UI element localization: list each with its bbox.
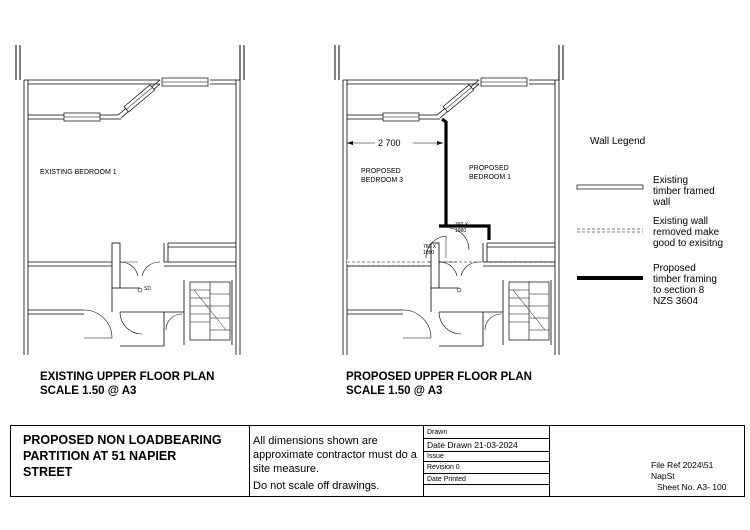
sheet-number: Sheet No. A3- 100 bbox=[657, 482, 727, 492]
door-2-size-line1: 760 X bbox=[455, 222, 469, 228]
tb-hline-3 bbox=[423, 461, 549, 462]
legend-proposed-swatch bbox=[577, 276, 643, 280]
file-ref-line1: File Ref 2024\51 bbox=[651, 460, 714, 470]
date-printed: Date Printed bbox=[427, 476, 466, 483]
legend-existing-line3: wall bbox=[653, 197, 671, 208]
door-1-size-line1: 760 X bbox=[423, 244, 437, 250]
legend-removed-line3: good to exisitng bbox=[653, 238, 724, 249]
date-drawn: Date Drawn 21-03-2024 bbox=[427, 440, 518, 450]
dimension-label: 2 700 bbox=[378, 138, 401, 148]
note-line3: site measure. bbox=[253, 463, 320, 475]
wall-legend bbox=[577, 136, 723, 307]
revision: Revision 0 bbox=[427, 464, 460, 471]
legend-title: Wall Legend bbox=[590, 136, 646, 147]
legend-proposed-line4: NZS 3604 bbox=[653, 296, 699, 307]
existing-caption-line2: SCALE 1.50 @ A3 bbox=[40, 385, 137, 397]
drawn-label: Drawn bbox=[427, 429, 448, 436]
tb-divider-3 bbox=[549, 426, 550, 496]
issue-label: Issue bbox=[427, 453, 444, 460]
drawing-title-line3: STREET bbox=[23, 465, 73, 479]
dimension-note bbox=[253, 434, 421, 493]
door-2-size-line2: 1980 bbox=[455, 228, 467, 234]
tb-hline-1 bbox=[423, 438, 549, 439]
note-line1: All dimensions shown are bbox=[253, 435, 378, 447]
proposed-plan-caption bbox=[346, 370, 532, 398]
legend-removed-line2: removed make bbox=[653, 227, 720, 238]
legend-existing-swatch bbox=[577, 185, 643, 189]
tb-hline-2 bbox=[423, 451, 549, 452]
proposed-floor-plan bbox=[335, 45, 563, 355]
bedroom-1-label-line2: BEDROOM 1 bbox=[469, 174, 512, 181]
tb-hline-4 bbox=[423, 473, 549, 474]
drawing-title-line1: PROPOSED NON LOADBEARING bbox=[23, 433, 222, 447]
legend-proposed-line1: Proposed bbox=[653, 263, 696, 274]
legend-existing-line2: timber framed bbox=[653, 186, 715, 197]
tb-divider-1 bbox=[249, 426, 250, 496]
existing-floor-plan bbox=[16, 45, 244, 355]
proposed-caption-line2: SCALE 1.50 @ A3 bbox=[346, 385, 443, 397]
bedroom-3-label-line2: BEDROOM 3 bbox=[361, 177, 404, 184]
drawing-title bbox=[23, 432, 247, 480]
legend-existing-line1: Existing bbox=[653, 175, 689, 186]
note-line4: Do not scale off drawings. bbox=[253, 480, 380, 492]
file-ref-line2: NapSt bbox=[651, 471, 675, 481]
proposed-caption-line1: PROPOSED UPPER FLOOR PLAN bbox=[346, 371, 532, 383]
existing-bedroom-label: EXISTING BEDROOM 1 bbox=[40, 169, 117, 176]
existing-small-label: SD bbox=[144, 286, 151, 292]
legend-proposed-line3: to section 8 bbox=[653, 285, 705, 296]
existing-plan-caption bbox=[40, 370, 214, 398]
title-block bbox=[10, 425, 745, 497]
door-1-size-line2: 1980 bbox=[423, 250, 435, 256]
existing-caption-line1: EXISTING UPPER FLOOR PLAN bbox=[40, 371, 215, 383]
note-line2: approximate contractor must do a bbox=[253, 449, 417, 461]
drawing-title-line2: PARTITION AT 51 NAPIER bbox=[23, 449, 177, 463]
bedroom-3-label-line1: PROPOSED bbox=[361, 168, 401, 175]
tb-hline-5 bbox=[423, 484, 549, 485]
bedroom-1-label-line1: PROPOSED bbox=[469, 165, 509, 172]
legend-proposed-line2: timber framing bbox=[653, 274, 717, 285]
legend-removed-line1: Existing wall bbox=[653, 216, 709, 227]
